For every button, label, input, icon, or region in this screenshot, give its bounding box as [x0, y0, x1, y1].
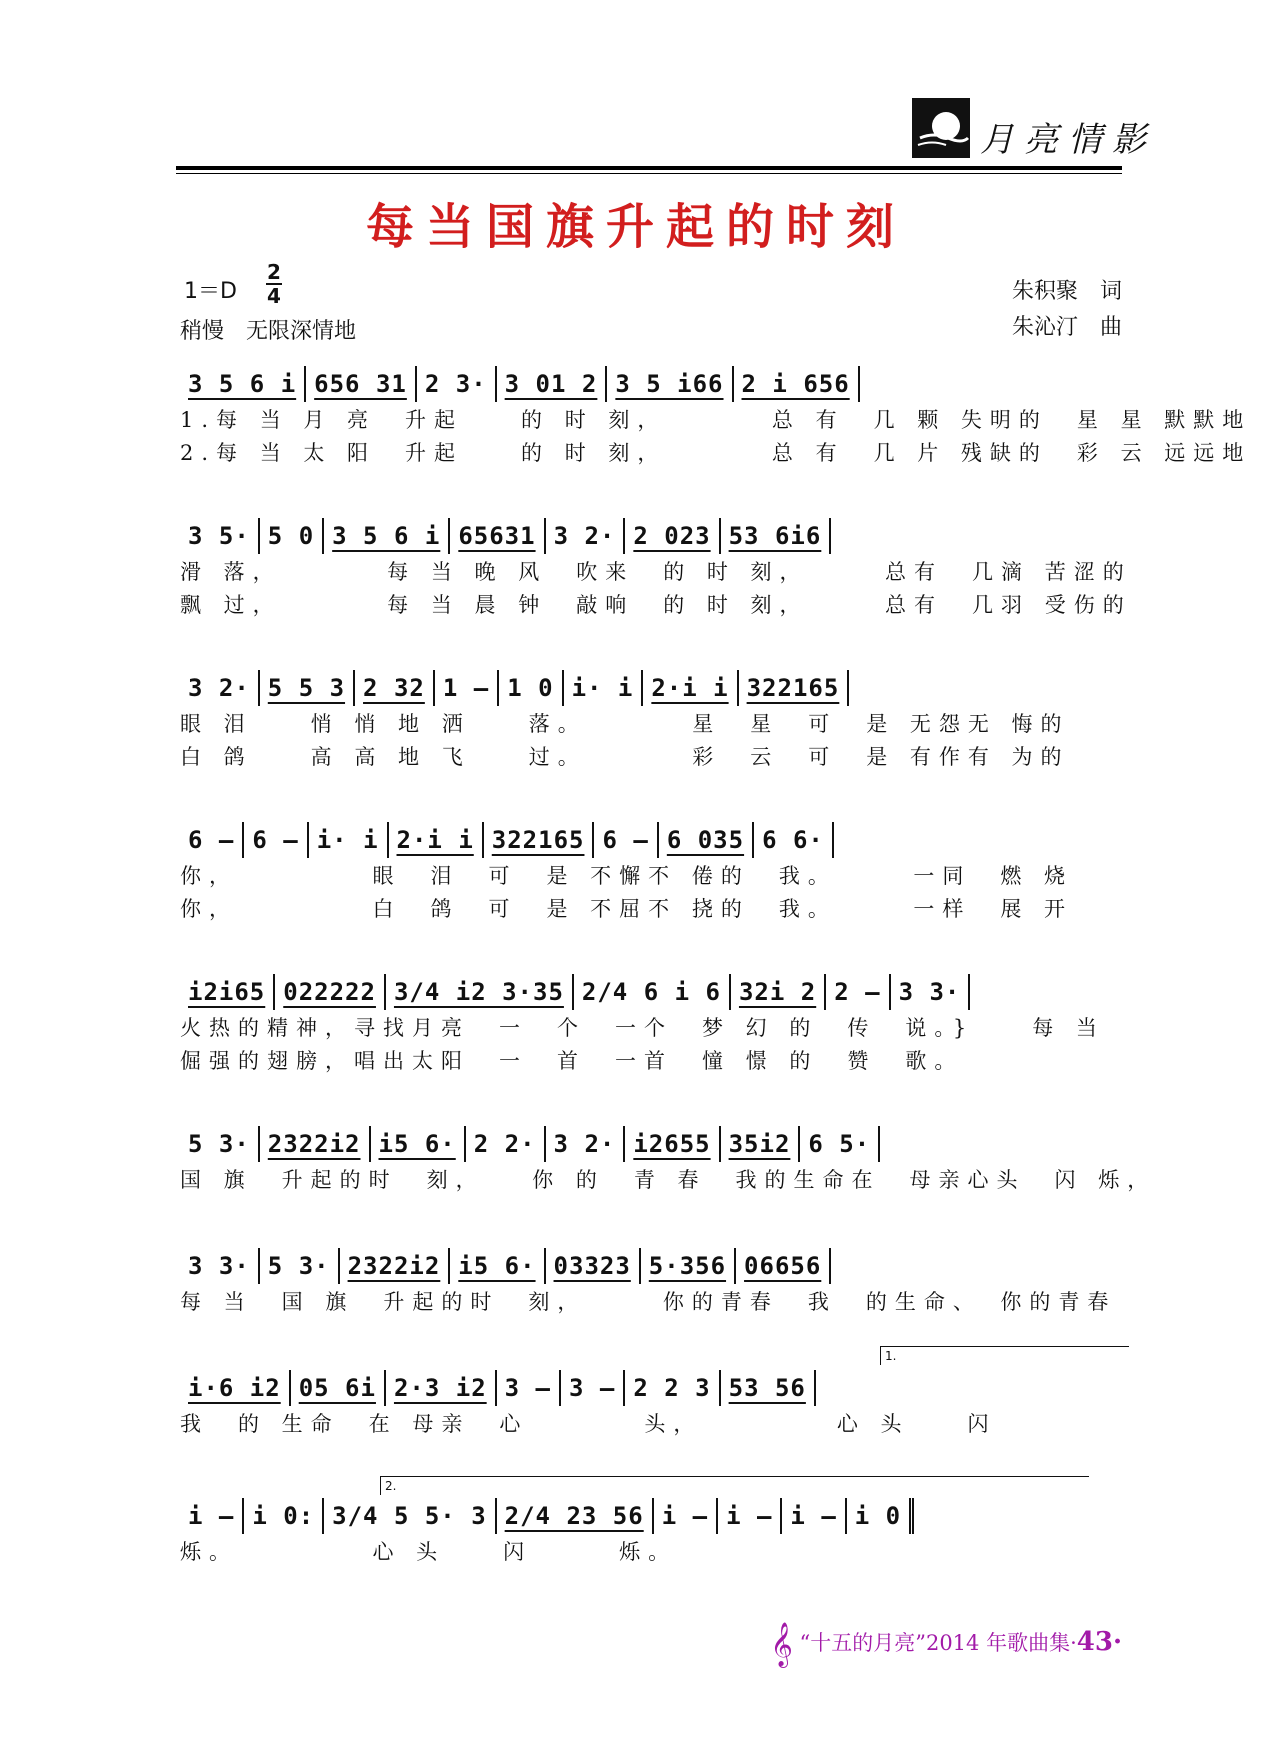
page-footer: 𝄞 “十五的月亮”2014 年歌曲集·43· [770, 1622, 1122, 1666]
measure: 3 01 2 [497, 366, 608, 402]
lyric-line: 每 当 国 旗 升起的时 刻， 你的青春 我 的生命、 你的青春 [180, 1290, 1117, 1314]
measure: 2 2 3 [625, 1370, 720, 1406]
lyric-line-verse-2: 白 鸽 高 高 地 飞 过。 彩 云 可 是 有作有 为的 [180, 745, 1070, 769]
measure: 53 6i6 [721, 518, 832, 554]
lyric-line-verse-2: 你， 白 鸽 可 是 不屈不 挠的 我。 一样 展 开 [180, 897, 1074, 921]
score-system-4 [180, 820, 1125, 926]
measure: 2 32 [355, 670, 435, 706]
notation-line [180, 972, 1125, 1012]
measure: 5·356 [641, 1248, 736, 1284]
measure: 03323 [546, 1248, 641, 1284]
measure: 1 — [435, 670, 499, 706]
measure: 322165 [484, 822, 595, 858]
measure: 2·i i [389, 822, 484, 858]
measure: 5 0 [260, 518, 324, 554]
time-signature [264, 262, 284, 306]
measure: 35i2 [721, 1126, 801, 1162]
lyric-line-verse-1: 你， 眼 泪 可 是 不懈不 倦的 我。 一同 燃 烧 [180, 864, 1074, 888]
measure: 3 5 6 i [180, 366, 306, 402]
score-system-2 [180, 516, 1132, 622]
measure: 5 3· [180, 1126, 260, 1162]
measure: 6 5· [800, 1126, 880, 1162]
moon-logo-icon [912, 98, 970, 158]
treble-clef-icon: 𝄞 [770, 1622, 793, 1666]
measure: 3 2· [546, 1126, 626, 1162]
measure: i· i [564, 670, 644, 706]
lyricist-credit: 朱积聚 词 [1011, 279, 1122, 304]
lyric-line-verse-1: 火热的精神，寻找月亮 一 个 一个 梦 幻 的 传 说。} 每 当 [180, 1016, 1105, 1040]
notation-line [180, 516, 1125, 556]
score-system-5 [180, 972, 1125, 1078]
lyric-line-verse-2: 飘 过， 每 当 晨 钟 敲响 的 时 刻， 总有 几羽 受伤的 [180, 593, 1132, 617]
measure: 05 6i [291, 1370, 386, 1406]
measure: 3 — [561, 1370, 625, 1406]
measure: 32i 2 [731, 974, 826, 1010]
measure: 322165 [739, 670, 850, 706]
measure: i — [782, 1498, 846, 1534]
measure: 3/4 5 5· 3 [324, 1498, 497, 1534]
measure: i2i65 [180, 974, 275, 1010]
page-number: 43 [1076, 1627, 1113, 1657]
score-system-7 [180, 1246, 1125, 1319]
measure: i·6 i2 [180, 1370, 291, 1406]
measure: i5 6· [371, 1126, 466, 1162]
measure: 2/4 23 56 [497, 1498, 654, 1534]
notation-line [180, 668, 1125, 708]
volta-1: 1. [880, 1346, 1129, 1365]
notation-line [180, 1124, 1125, 1164]
measure: 2·3 i2 [386, 1370, 497, 1406]
brand-text: 月亮情影 [980, 120, 1156, 160]
measure: 2 i 656 [734, 366, 860, 402]
measure: 3 5 6 i [324, 518, 450, 554]
key-signature: 1＝D [184, 279, 237, 304]
measure: 3 — [497, 1370, 561, 1406]
measure: 3 2· [546, 518, 626, 554]
header-rule [176, 166, 1122, 170]
measure: 2 2· [466, 1126, 546, 1162]
measure: 3 3· [180, 1248, 260, 1284]
measure: 3 5 i66 [607, 366, 733, 402]
measure: 2 023 [625, 518, 720, 554]
lyric-line-verse-1: 眼 泪 悄 悄 地 洒 落。 星 星 可 是 无怨无 悔的 [180, 712, 1070, 736]
measure: 2 — [826, 974, 890, 1010]
time-signature-top: 2 [267, 260, 281, 284]
time-signature-bottom: 4 [267, 284, 281, 308]
lyric-line: 烁。 心 头 闪 烁。 [180, 1540, 678, 1564]
notation-line [180, 1368, 1125, 1408]
measure: 06656 [736, 1248, 831, 1284]
header-rule-thin [176, 173, 1122, 174]
score-system-1 [180, 364, 1252, 470]
measure: i 0: [244, 1498, 324, 1534]
measure: 5 3· [260, 1248, 340, 1284]
tempo-marking: 稍慢 无限深情地 [180, 319, 357, 344]
measure: 6 — [180, 822, 244, 858]
lyric-line-verse-1: 滑 落， 每 当 晚 风 吹来 的 时 刻， 总有 几滴 苦涩的 [180, 560, 1132, 584]
measure: 3 3· [891, 974, 971, 1010]
notation-line [180, 1496, 1125, 1536]
measure: i — [180, 1498, 244, 1534]
measure: 2 3· [417, 366, 497, 402]
measure: i2655 [625, 1126, 720, 1162]
measure: 53 56 [721, 1370, 816, 1406]
measure: 6 — [594, 822, 658, 858]
measure: i — [718, 1498, 782, 1534]
lyric-line-verse-2: 倔强的翅膀，唱出太阳 一 首 一首 憧 憬 的 赞 歌。 [180, 1049, 964, 1073]
volta-2: 2. [380, 1476, 1089, 1495]
measure: 3 5· [180, 518, 260, 554]
measure: i· i [309, 822, 389, 858]
song-title: 每当国旗升起的时刻 [365, 199, 906, 255]
measure: 6 035 [659, 822, 754, 858]
measure: 6 6· [754, 822, 834, 858]
measure: 2/4 6 i 6 [574, 974, 731, 1010]
lyric-line: 国 旗 升起的时 刻， 你 的 青 春 我的生命在 母亲心头 闪 烁， [180, 1168, 1157, 1192]
score-system-3 [180, 668, 1125, 774]
lyric-line: 我 的 生命 在 母亲 心 头， 心 头 闪 [180, 1412, 997, 1436]
measure: i — [654, 1498, 718, 1534]
footer-text: “十五的月亮”2014 年歌曲集· [799, 1631, 1077, 1655]
lyric-line-verse-2: 2.每 当 太 阳 升起 的 时 刻， 总 有 几 片 残缺的 彩 云 远远地 [180, 441, 1252, 465]
measure: 6 — [244, 822, 308, 858]
measure: 5 5 3 [260, 670, 355, 706]
lyric-line-verse-1: 1.每 当 月 亮 升起 的 时 刻， 总 有 几 颗 失明的 星 星 默默地 [180, 408, 1252, 432]
notation-line [180, 364, 1125, 404]
notation-line [180, 820, 1125, 860]
measure: i5 6· [450, 1248, 545, 1284]
measure: 2322i2 [260, 1126, 371, 1162]
notation-line [180, 1246, 1125, 1286]
measure: 022222 [275, 974, 386, 1010]
measure: 3 2· [180, 670, 260, 706]
measure: 3/4 i2 3·35 [386, 974, 574, 1010]
measure: 656 31 [306, 366, 417, 402]
measure: 1 0 [499, 670, 563, 706]
measure: 65631 [450, 518, 545, 554]
score-system-8 [180, 1349, 1125, 1441]
score-system-6 [180, 1124, 1157, 1197]
measure: 2·i i [643, 670, 738, 706]
measure: 2322i2 [340, 1248, 451, 1284]
composer-credit: 朱沁汀 曲 [1011, 315, 1122, 340]
score-system-9 [180, 1479, 1125, 1569]
final-measure: i 0 [847, 1498, 914, 1534]
